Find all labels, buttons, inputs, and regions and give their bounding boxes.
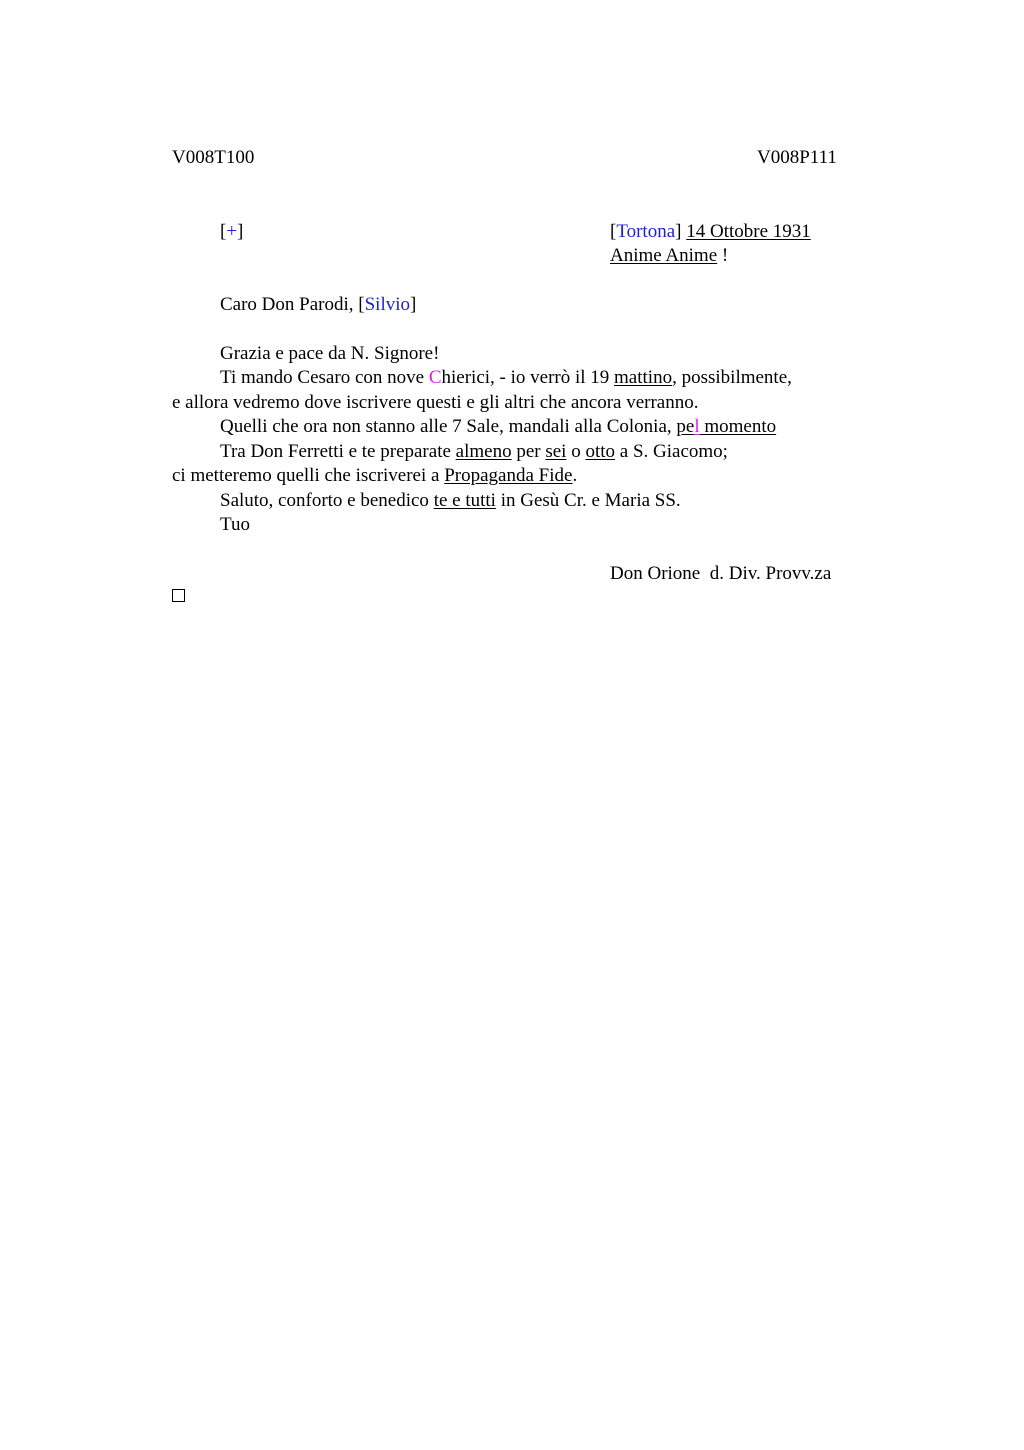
doc-code-left: V008T100 <box>172 147 255 168</box>
doc-code-right: V008P111 <box>757 147 837 168</box>
motto: Anime Anime ! <box>610 245 729 266</box>
body-line-5: Tra Don Ferretti e te preparate almeno per sei o otto a S. Giacomo; <box>220 441 728 462</box>
signature: Don Orione d. Div. Provv.za <box>610 563 832 584</box>
place-name: Tortona <box>616 221 676 242</box>
body-line-2: Ti mando Cesaro con nove Chierici, - io verrò il 19 mattino, possibilmente, <box>220 367 792 388</box>
body-line-7: Saluto, conforto e benedico te e tutti in Gesù Cr. e Maria SS. <box>220 490 681 511</box>
recipient-name: Silvio <box>364 294 410 315</box>
place-date: [Tortona] 14 Ottobre 1931 <box>610 221 811 242</box>
body-line-4: Quelli che ora non stanno alle 7 Sale, mandali alla Colonia, pel momento <box>220 416 777 437</box>
end-square-mark <box>172 589 185 602</box>
body-line-6: ci metteremo quelli che iscriverei a Propaganda Fide. <box>172 465 578 486</box>
letter-date: 14 Ottobre 1931 <box>686 221 811 242</box>
salutation: Caro Don Parodi, [Silvio] <box>220 294 417 315</box>
body-line-1: Grazia e pace da N. Signore! <box>220 343 440 364</box>
cross-mark: [+] <box>220 221 244 242</box>
closing: Tuo <box>220 514 250 535</box>
cross-symbol: + <box>226 221 238 242</box>
body-line-3: e allora vedremo dove iscrivere questi e gli altri che ancora verranno. <box>172 392 699 413</box>
